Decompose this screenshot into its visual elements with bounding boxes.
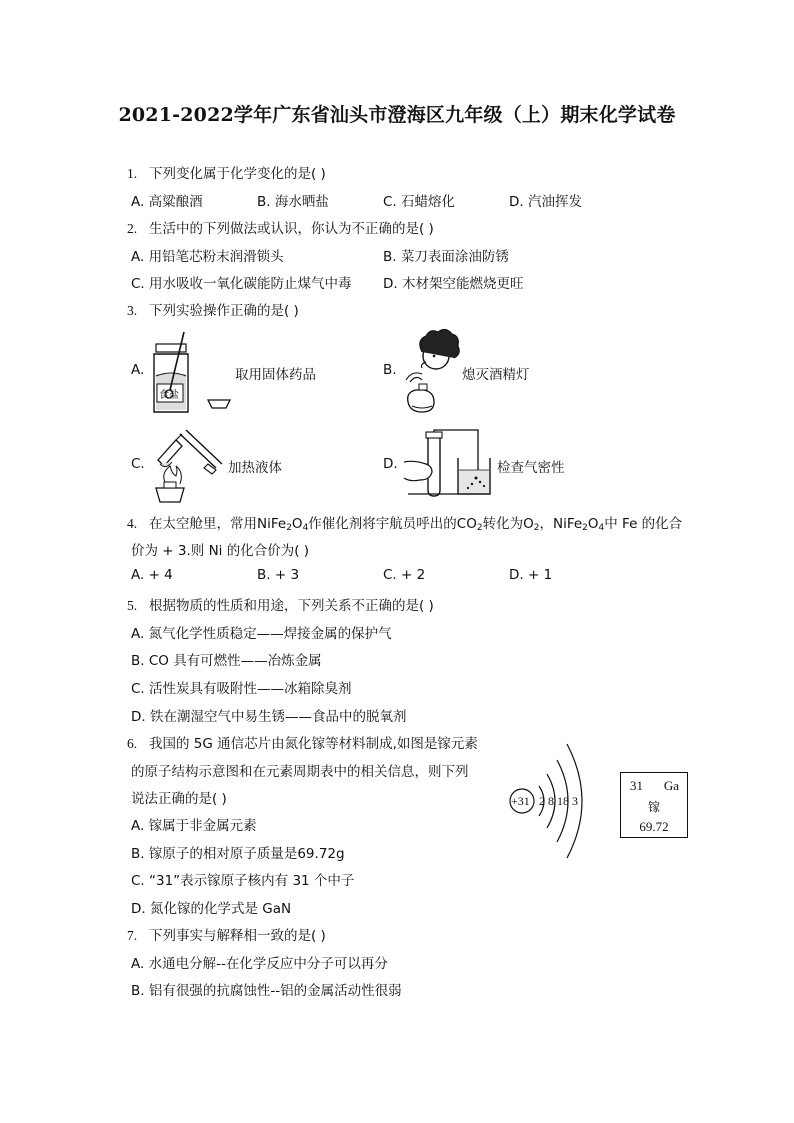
option-d: D. + 1 xyxy=(509,567,553,583)
question-stem: 生活中的下列做法或认识，你认为不正确的是( ) xyxy=(149,221,434,237)
question-5 xyxy=(127,594,434,614)
gallium-atom-structure-diagram xyxy=(505,740,615,865)
option-b: B. 铝有很强的抗腐蚀性--铝的金属活动性很弱 xyxy=(131,983,402,999)
question-3 xyxy=(127,299,299,319)
question-6-cont: 的原子结构示意图和在元素周期表中的相关信息，则下列 xyxy=(131,764,469,780)
option-b: B. 菜刀表面涂油防锈 xyxy=(383,249,509,265)
question-number: 1. xyxy=(127,166,138,181)
option-b-letter: B. xyxy=(383,362,397,378)
option-d: D. 木材架空能燃烧更旺 xyxy=(383,276,524,292)
option-d: D. 氮化镓的化学式是 GaN xyxy=(131,901,292,917)
question-stem: 我国的 5G 通信芯片由氮化镓等材料制成,如图是镓元素 xyxy=(149,736,478,752)
option-b: B. 镓原子的相对原子质量是69.72g xyxy=(131,846,345,862)
option-c: C. 活性炭具有吸附性——冰箱除臭剂 xyxy=(131,681,352,697)
option-d-label: 检查气密性 xyxy=(497,460,565,476)
option-d-letter: D. xyxy=(383,456,398,472)
option-a: A. + 4 xyxy=(131,567,173,583)
person-blowing-lamp-illustration xyxy=(400,328,462,416)
question-stem: 根据物质的性质和用途，下列关系不正确的是( ) xyxy=(149,598,434,614)
solid-reagent-jar-illustration xyxy=(148,330,238,416)
question-number: 6. xyxy=(127,736,138,751)
option-a-label: 取用固体药品 xyxy=(235,367,316,383)
atomic-number: 31 xyxy=(630,778,643,793)
airtightness-check-illustration xyxy=(400,428,495,498)
option-b: B. 海水晒盐 xyxy=(257,194,329,210)
option-a: A. 高粱酿酒 xyxy=(131,194,203,210)
heating-liquid-illustration xyxy=(148,428,230,504)
question-number: 7. xyxy=(127,928,138,943)
option-c: C. 石蜡熔化 xyxy=(383,194,456,210)
question-stem: 下列实验操作正确的是( ) xyxy=(149,303,299,319)
question-stem: 在太空舱里，常用$NiFe_2O_4$作催化剂将宇航员呼出的$CO_2$转化为$O_2$，$NiFe_2O_4$中 Fe 的化合 xyxy=(149,516,683,533)
option-b: B. + 3 xyxy=(257,567,300,583)
question-1 xyxy=(127,162,326,182)
element-name: 镓 xyxy=(647,800,660,814)
option-c-label: 加热液体 xyxy=(228,460,282,476)
option-d: D. 铁在潮湿空气中易生锈——食品中的脱氧剂 xyxy=(131,709,407,725)
page-title: 2021-2022学年广东省汕头市澄海区九年级（上）期末化学试卷 xyxy=(118,104,676,126)
option-c: C. 用水吸收一氧化碳能防止煤气中毒 xyxy=(131,276,352,292)
question-6 xyxy=(127,732,478,752)
option-a: A. 氮气化学性质稳定——焊接金属的保护气 xyxy=(131,626,392,642)
electron-shells: 2 8 18 3 xyxy=(539,794,578,808)
question-2 xyxy=(127,217,434,237)
option-c-letter: C. xyxy=(131,456,145,472)
question-4 xyxy=(127,512,682,533)
option-a: A. 用铅笔芯粉末润滑锁头 xyxy=(131,249,284,265)
question-4-cont: 价为 + 3.则 Ni 的化合价为( ) xyxy=(131,543,310,559)
question-stem: 下列变化属于化学变化的是( ) xyxy=(149,166,326,182)
question-6-cont2: 说法正确的是( ) xyxy=(131,791,227,807)
question-number: 4. xyxy=(127,516,138,531)
jar-label: 食盐 xyxy=(159,390,179,401)
question-number: 3. xyxy=(127,303,138,318)
option-a: A. 镓属于非金属元素 xyxy=(131,818,257,834)
nucleus-charge: +31 xyxy=(511,794,530,808)
question-number: 2. xyxy=(127,221,138,236)
option-d: D. 汽油挥发 xyxy=(509,194,582,210)
option-c: C. + 2 xyxy=(383,567,426,583)
question-number: 5. xyxy=(127,598,138,613)
question-stem: 下列事实与解释相一致的是( ) xyxy=(149,928,326,944)
atomic-mass: 69.72 xyxy=(639,819,669,834)
option-b: B. CO 具有可燃性——冶炼金属 xyxy=(131,653,322,669)
element-symbol: Ga xyxy=(663,778,679,793)
option-c: C. “31”表示镓原子核内有 31 个中子 xyxy=(131,873,355,889)
question-7 xyxy=(127,924,326,944)
option-a: A. 水通电分解--在化学反应中分子可以再分 xyxy=(131,956,388,972)
option-b-label: 熄灭酒精灯 xyxy=(462,367,530,383)
option-a-letter: A. xyxy=(131,362,145,378)
periodic-table-cell xyxy=(620,772,688,838)
